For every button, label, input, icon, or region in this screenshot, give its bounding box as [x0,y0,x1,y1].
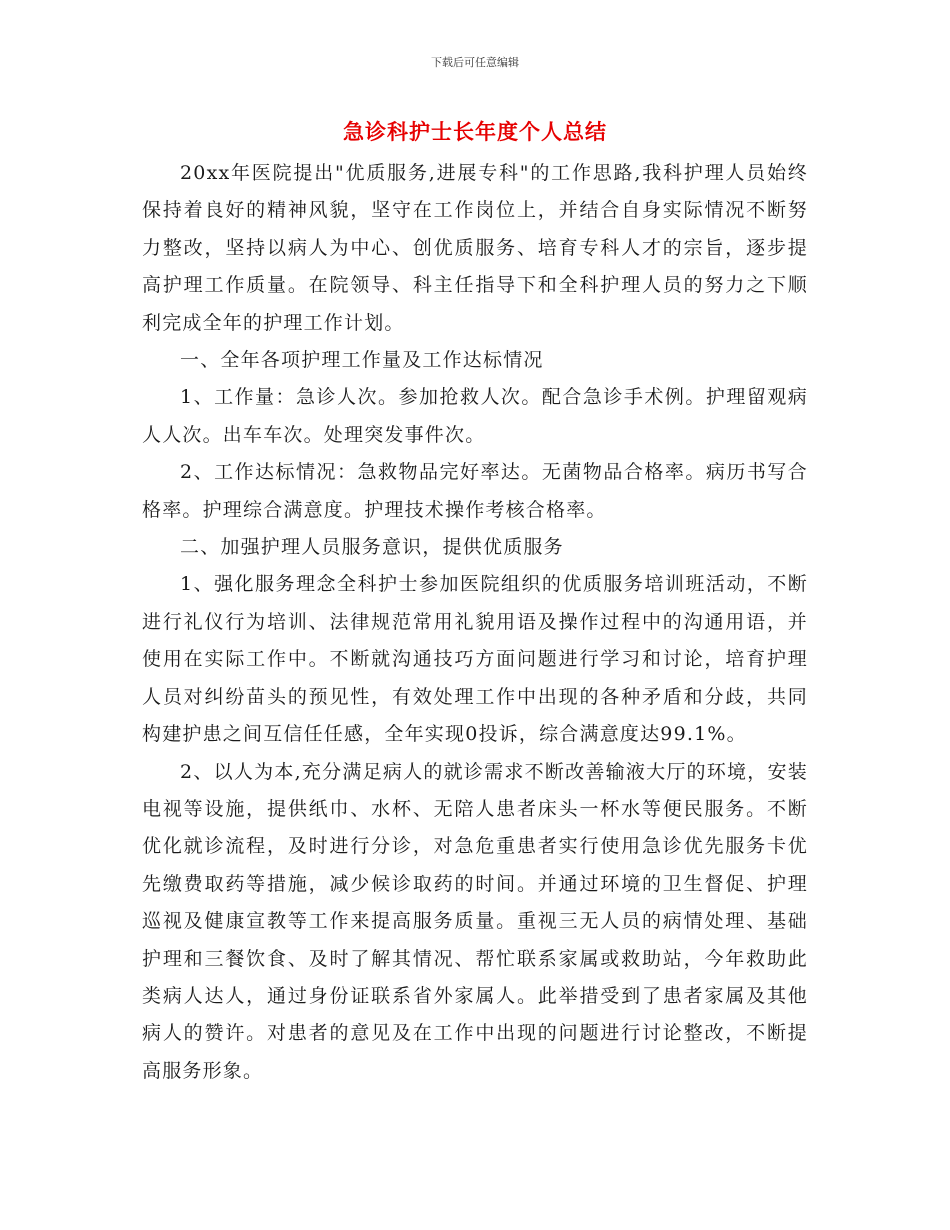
patient-centered-paragraph: 2、以人为本,充分满足病人的就诊需求不断改善输液大厅的环境，安装电视等设施，提供纸巾、水杯、无陪人患者床头一杯水等便民服务。不断优化就诊流程，及时进行分诊，对急危重患者实行使用急诊优先服务卡优先缴费取药等措施，减少候诊取药的时间。并通过环境的卫生督促、护理巡视及健康宣教等工作来提高服务质量。重视三无人员的病情处理、基础护理和三餐饮食、及时了解其情况、帮忙联系家属或救助站，今年救助此类病人达人，通过身份证联系省外家属人。此举措受到了患者家属及其他病人的赞许。对患者的意见及在工作中出现的问题进行讨论整改，不断提高服务形象。 [142,760,808,1082]
section-heading-2: 二、加强护理人员服务意识，提供优质服务 [180,536,564,559]
document-title: 急诊科护士长年度个人总结 [343,120,607,144]
service-concept-paragraph: 1、强化服务理念全科护士参加医院组织的优质服务培训班活动，不断进行礼仪行为培训、法律规范常用礼貌用语及操作过程中的沟通用语，并使用在实际工作中。不断就沟通技巧方面问题进行学习和讨论，培育护理人员对纠纷苗头的预见性，有效处理工作中出现的各种矛盾和分歧，共同构建护患之间互信任任感，全年实现0投诉，综合满意度达99.1%。 [142,573,808,746]
workload-paragraph: 1、工作量：急诊人次。参加抢救人次。配合急诊手术例。护理留观病人人次。出车车次。处理突发事件次。 [142,386,808,446]
intro-paragraph: 20xx年医院提出"优质服务,进展专科"的工作思路,我科护理人员始终保持着良好的精神风貌，坚守在工作岗位上，并结合自身实际情况不断努力整改，坚持以病人为中心、创优质服务、培育专科人才的宗旨，逐步提高护理工作质量。在院领导、科主任指导下和全科护理人员的努力之下顺利完成全年的护理工作计划。 [142,162,808,334]
page-header: 下载后可任意编辑 [431,56,519,69]
standards-paragraph: 2、工作达标情况：急救物品完好率达。无菌物品合格率。病历书写合格率。护理综合满意度。护理技术操作考核合格率。 [142,461,808,521]
section-heading-1: 一、全年各项护理工作量及工作达标情况 [180,349,544,372]
document-body [142,155,808,1090]
